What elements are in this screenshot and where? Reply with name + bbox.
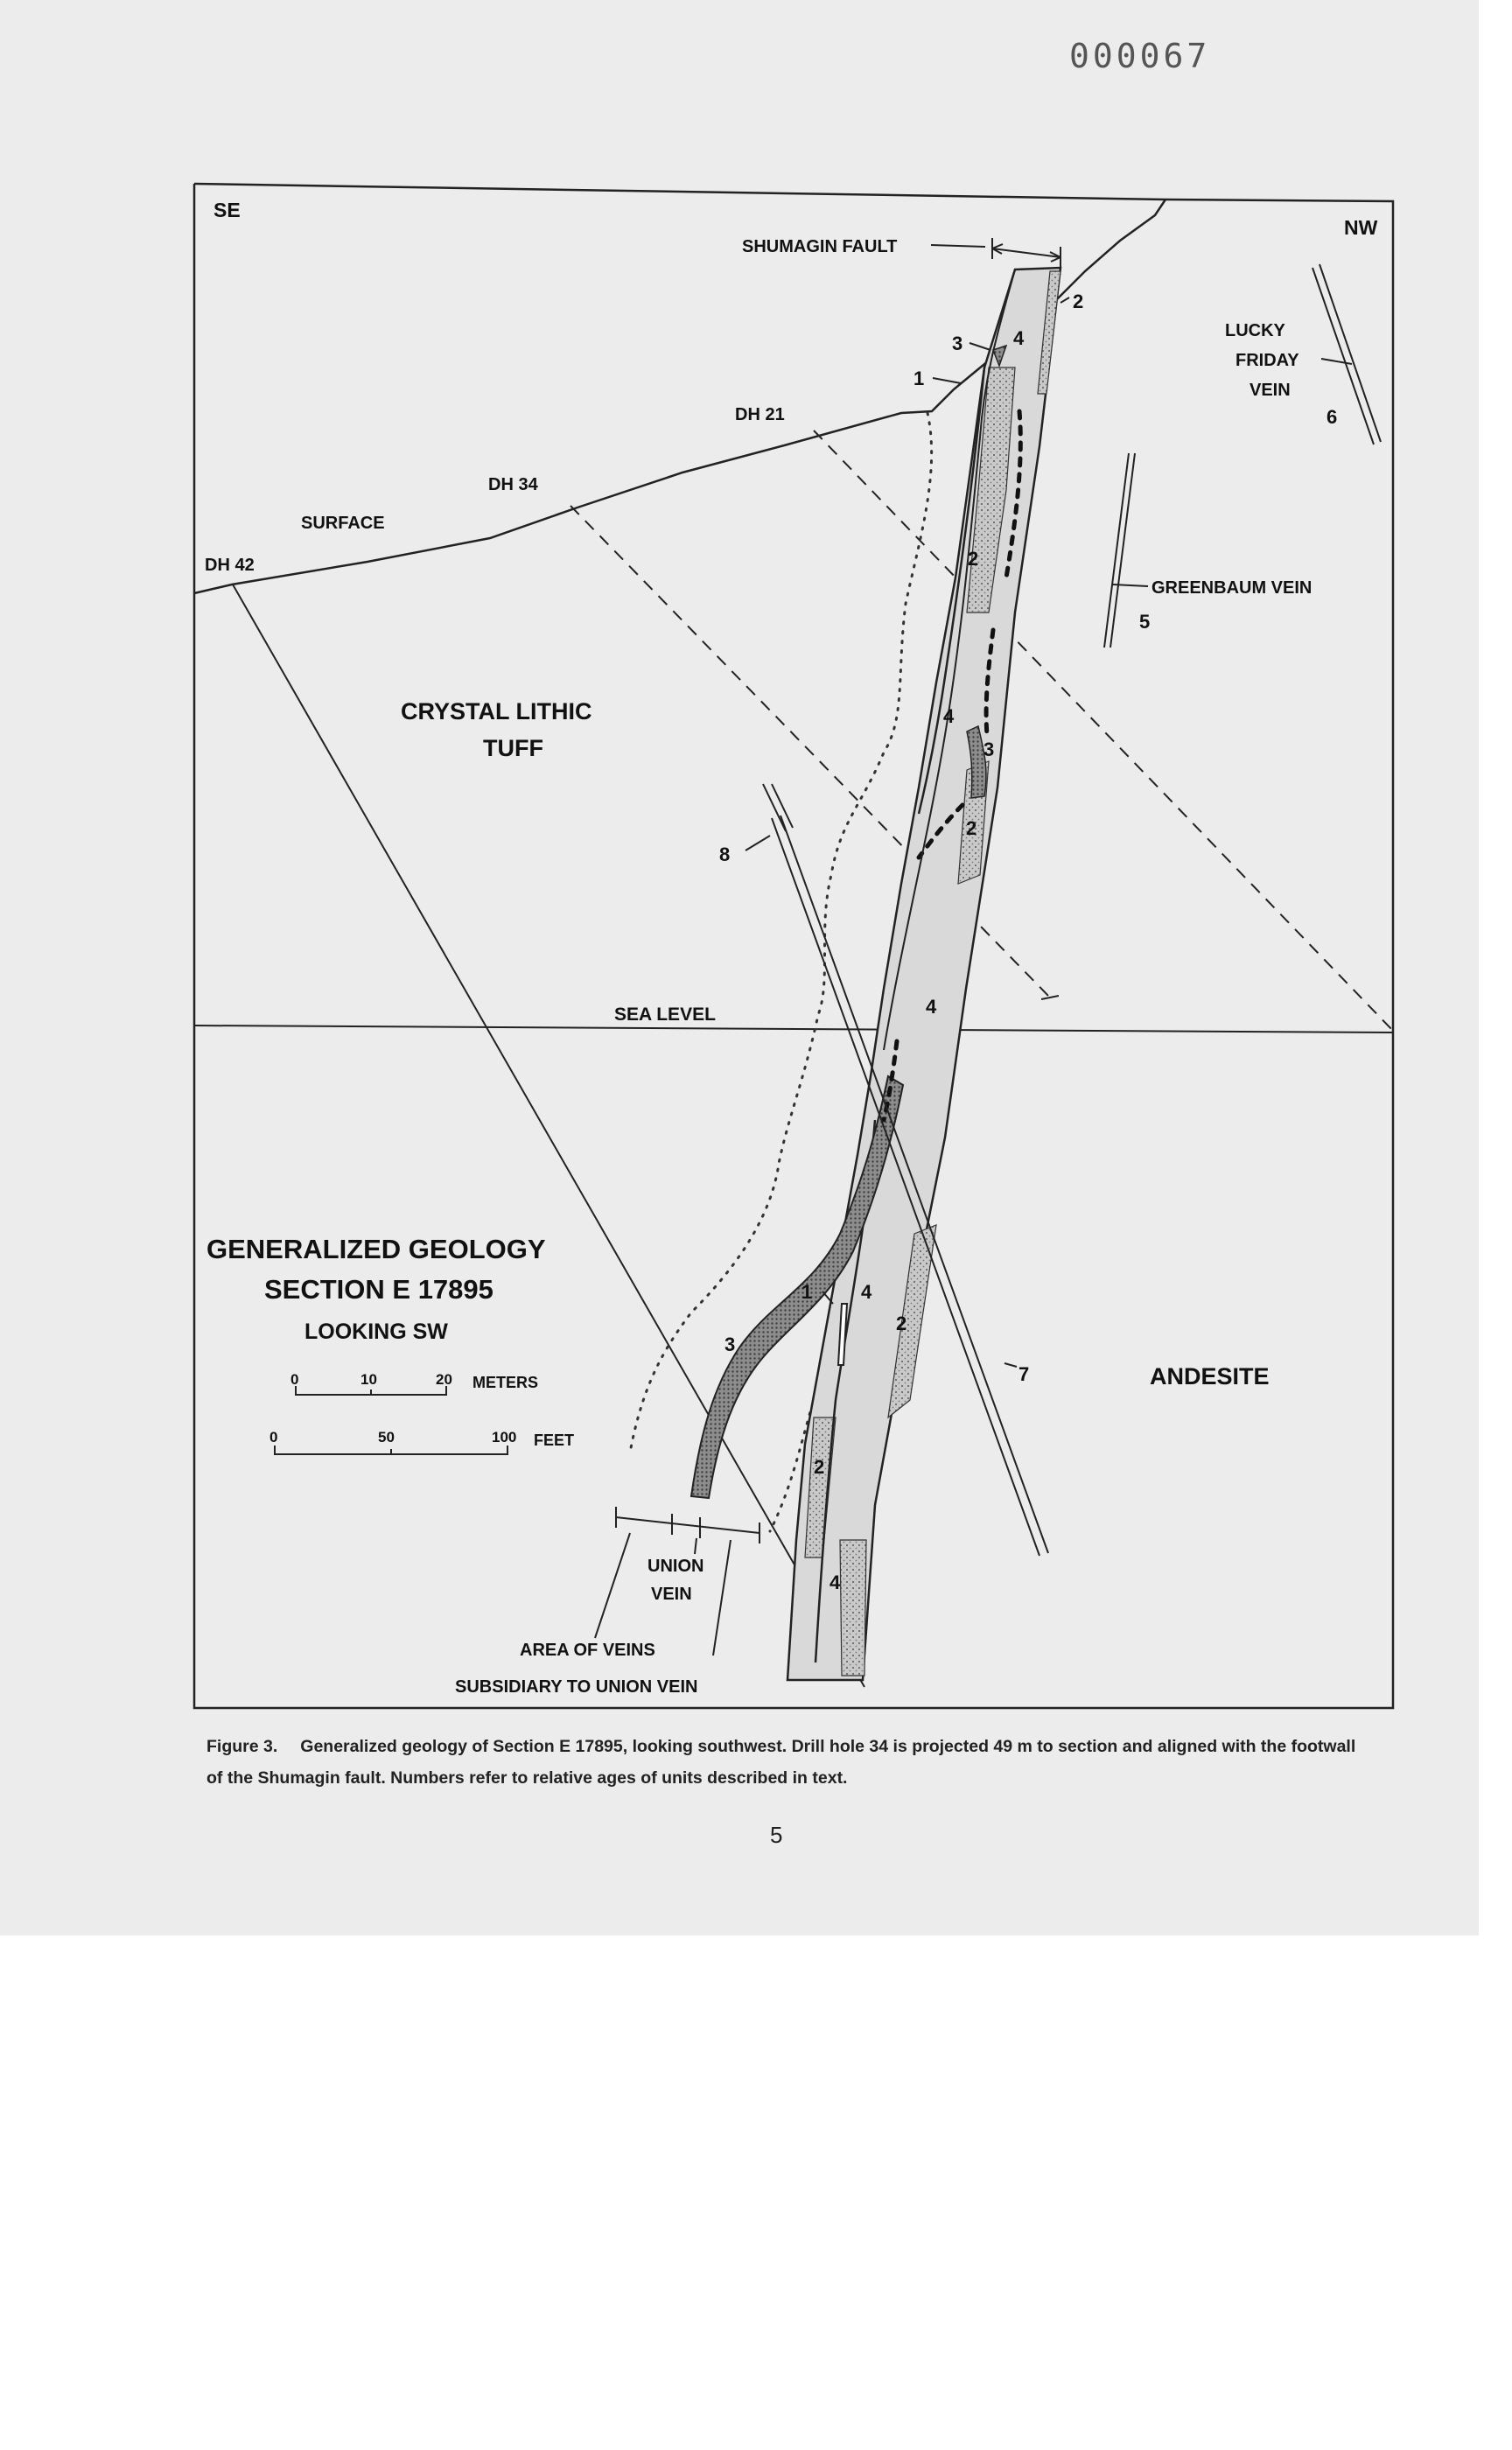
unit-3-union: 3 (724, 1334, 736, 1355)
unit-1-low: 1 (802, 1281, 813, 1303)
dh42-label: DH 42 (205, 556, 255, 575)
unit-4-top: 4 (1013, 327, 1025, 349)
feet-tick-100: 100 (492, 1429, 517, 1446)
subsidiary-leader-left (595, 1533, 630, 1638)
lucky-friday-vein-a (1312, 268, 1374, 444)
vein8-leader (746, 836, 770, 850)
meters-tick-20: 20 (436, 1371, 452, 1388)
unit-4-low: 4 (861, 1281, 872, 1303)
union-vein-line2: VEIN (651, 1585, 692, 1604)
lucky-friday-unit: 6 (1326, 406, 1338, 428)
unit-4-base: 4 (830, 1572, 841, 1593)
lucky-friday-line2: FRIDAY (1236, 351, 1299, 370)
page-number: 5 (770, 1822, 783, 1848)
figure-caption (206, 1731, 1370, 1794)
shumagin-leader (931, 245, 985, 247)
unit-2-base: 2 (814, 1456, 825, 1478)
subsidiary-line1: AREA OF VEINS (520, 1641, 655, 1660)
feet-tick-0: 0 (270, 1429, 278, 1446)
unit-4-upper: 4 (943, 705, 955, 727)
unit-3-mid: 3 (984, 738, 995, 760)
leader-2-top (1060, 298, 1069, 303)
feet-tick-50: 50 (378, 1429, 395, 1446)
direction-se: SE (214, 199, 241, 221)
greenbaum-vein-a (1104, 453, 1129, 648)
dh34-end-tick (1041, 996, 1059, 999)
frame-left-top (194, 184, 1393, 1708)
feet-unit: FEET (534, 1432, 575, 1449)
dh42-trace (233, 584, 864, 1687)
union-arrow-line (616, 1517, 760, 1533)
greenbaum-vein-b (1110, 453, 1135, 648)
unit-2-top: 2 (1073, 290, 1084, 312)
union-leader (695, 1538, 696, 1554)
dh21-label: DH 21 (735, 405, 785, 424)
surface-label: SURFACE (301, 514, 385, 533)
figure-caption-text: Generalized geology of Section E 17895, looking southwest. Drill hole 34 is projected 49 m to section and aligned with the footwall of the Shumagin fault. Numbers refer to relative ages of units described in text. (206, 1737, 1356, 1788)
meters-tick-10: 10 (360, 1371, 377, 1388)
sea-level-line (194, 1026, 1393, 1032)
leader-3-top (970, 343, 990, 350)
section-title-line1: GENERALIZED GEOLOGY (206, 1234, 546, 1264)
meters-tick-0: 0 (290, 1371, 299, 1388)
section-title-line2: SECTION E 17895 (264, 1274, 494, 1305)
unit-4-sea: 4 (926, 996, 937, 1018)
archive-stamp: 000067 (1069, 37, 1211, 75)
greenbaum-label: GREENBAUM VEIN (1152, 578, 1312, 598)
sea-level-label: SEA LEVEL (614, 1004, 716, 1025)
unit-8: 8 (719, 844, 731, 865)
union-vein-line1: UNION (648, 1557, 704, 1576)
subsidiary-line2: SUBSIDIARY TO UNION VEIN (455, 1677, 698, 1697)
frame-top (194, 184, 1166, 200)
tuff-label-line2: TUFF (483, 735, 543, 761)
section-view: LOOKING SW (304, 1320, 448, 1344)
lucky-friday-leader (1321, 359, 1352, 364)
greenbaum-unit: 5 (1139, 611, 1151, 633)
direction-nw: NW (1344, 216, 1378, 239)
tuff-label-line1: CRYSTAL LITHIC (401, 698, 592, 724)
subsidiary-leader-right (713, 1540, 731, 1656)
unit-2-low: 2 (896, 1312, 907, 1334)
unit-7: 7 (1018, 1363, 1030, 1385)
andesite-label: ANDESITE (1150, 1363, 1270, 1390)
figure-number: Figure 3. (206, 1737, 278, 1756)
unit-1-top: 1 (914, 368, 925, 389)
dh34-label: DH 34 (488, 475, 538, 494)
leader-7 (1004, 1363, 1017, 1367)
unit-2-upper: 2 (968, 548, 979, 570)
unit-3-top: 3 (952, 332, 963, 354)
unit2-zone-bottom (840, 1540, 866, 1676)
lucky-friday-line3: VEIN (1250, 381, 1291, 400)
leader-1-top (933, 378, 961, 383)
meters-unit: METERS (472, 1374, 539, 1391)
lucky-friday-line1: LUCKY (1225, 321, 1285, 340)
unit-2-mid: 2 (966, 817, 977, 839)
shumagin-fault-label: SHUMAGIN FAULT (742, 237, 898, 256)
